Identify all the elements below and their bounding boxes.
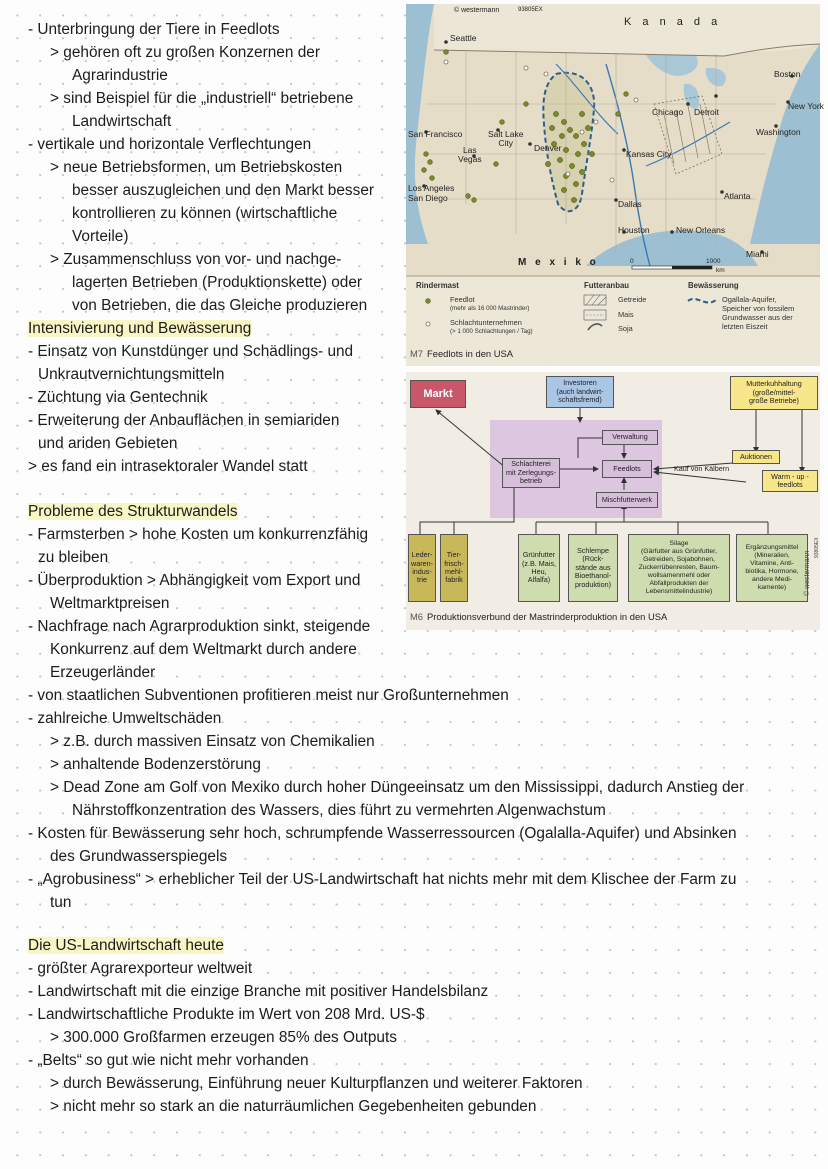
scale-end: 1000: [706, 258, 721, 265]
legend-rindermast: Rindermast: [416, 281, 459, 290]
legend-aquifer-3: Grundwasser aus der: [722, 313, 793, 322]
box-schlachterei: Schlachterei mit Zerlegungs- betrieb: [502, 458, 560, 488]
note-line: > durch Bewässerung, Einführung neuer Kulturpflanzen und weiterer Faktoren: [50, 1075, 583, 1092]
note-line: - Farmsterben > hohe Kosten um konkurrenzfähig: [28, 526, 369, 543]
scale-start: 0: [630, 258, 634, 265]
note-line: des Grundwasserspiegels: [50, 848, 228, 865]
map-code: 93805EX: [518, 7, 543, 13]
feedlot-map: [406, 4, 824, 366]
note-line: tun: [50, 894, 72, 911]
section-heading: Intensivierung und Bewässerung: [28, 320, 252, 337]
city-losangeles: Los Angeles: [408, 183, 455, 193]
diagram-caption: [410, 611, 667, 622]
map-caption: [410, 348, 513, 359]
section-heading: Probleme des Strukturwandels: [28, 503, 238, 520]
note-line: > es fand ein intrasektoraler Wandel statt: [28, 458, 308, 475]
label-mexiko: M e x i k o: [518, 257, 599, 268]
note-line: lagerten Betrieben (Produktionskette) oder: [72, 274, 363, 291]
box-auktionen: Auktionen: [732, 450, 780, 464]
legend-futterbau: Futteranbau: [584, 281, 630, 290]
legend-soja: Soja: [618, 324, 633, 333]
note-line: Konkurrenz auf dem Weltmarkt durch andere: [50, 641, 357, 658]
note-line: Nährstoffkonzentration des Wassers, dies führt zu vermehrten Algenwachstum: [72, 802, 606, 819]
legend-aquifer-2: Speicher von fossilem: [722, 304, 795, 313]
box-silage: Silage (Gärfutter aus Grünfutter, Getreiden, Sojabohnen, Zuckerrübenresten, Baum- wollsamenmehl oder Abfallprodukten der Lebensmittelindustrie): [628, 534, 730, 602]
note-line: von Betrieben, die das Gleiche produzieren: [72, 297, 368, 314]
scale-unit: km: [716, 267, 725, 274]
city-seattle: Seattle: [450, 33, 477, 43]
note-line: - „Belts“ so gut wie nicht mehr vorhanden: [28, 1052, 309, 1069]
box-gruenfutter: Grünfutter (z.B. Mais, Heu, Alfalfa): [518, 534, 560, 602]
box-verwaltung: Verwaltung: [602, 430, 658, 445]
section-heading: Die US-Landwirtschaft heute: [28, 937, 224, 954]
note-line: Erzeugerländer: [50, 664, 156, 681]
label-kanada: K a n a d a: [624, 16, 722, 28]
box-lederwaren: Leder- waren- indus- trie: [408, 534, 436, 602]
city-washington: Washington: [756, 127, 801, 137]
map-publisher: © westermann: [454, 7, 500, 14]
legend-getreide: Getreide: [618, 295, 647, 304]
city-newyork: New York: [788, 101, 824, 111]
note-line: - „Agrobusiness“ > erheblicher Teil der US-Landwirtschaft hat nichts mehr mit dem Klischee der Farm zu: [28, 871, 737, 888]
note-line: > Dead Zone am Golf von Mexiko durch hoher Düngeeinsatz um den Mississippi, dadurch Anstieg der: [50, 779, 745, 796]
note-line: - Kosten für Bewässerung sehr hoch, schrumpfende Wasserressourcen (Ogalalla-Aquifer) und Absinken: [28, 825, 737, 842]
map-caption-text: Feedlots in den USA: [427, 348, 514, 359]
note-line: - Nachfrage nach Agrarproduktion sinkt, steigende: [28, 618, 371, 635]
city-denver: Denver: [534, 143, 562, 153]
note-line: - von staatlichen Subventionen profitieren meist nur Großunternehmen: [28, 687, 509, 704]
diagram-code: 93805EX: [814, 537, 820, 558]
box-investoren: Investoren (auch landwirt- schaftsfremd): [546, 376, 614, 408]
note-line: Landwirtschaft: [72, 113, 172, 130]
note-line: - Überproduktion > Abhängigkeit vom Export und: [28, 572, 361, 589]
box-markt: Markt: [410, 380, 466, 408]
note-line: > 300.000 Großfarmen erzeugen 85% des Outputs: [50, 1029, 397, 1046]
legend-feedlot: Feedlot: [450, 295, 475, 304]
city-chicago: Chicago: [652, 107, 684, 117]
box-mischfutter: Mischfutterwerk: [596, 492, 658, 508]
note-line: > Zusammenschluss von vor- und nachge-: [50, 251, 342, 268]
note-line: Weltmarktpreisen: [50, 595, 170, 612]
note-line: zu bleiben: [38, 549, 109, 566]
note-line: > anhaltende Bodenzerstörung: [50, 756, 261, 773]
note-line: - Erweiterung der Anbauflächen in semiariden: [28, 412, 340, 429]
note-line: - Landwirtschaftliche Produkte im Wert von 208 Mrd. US-$: [28, 1006, 425, 1023]
city-saltlake: Salt Lake City: [488, 129, 524, 148]
note-line: - vertikale und horizontale Verflechtungen: [28, 136, 312, 153]
diagram-publisher: © westermann: [804, 550, 811, 596]
note-line: Agrarindustrie: [72, 67, 168, 84]
note-line: - zahlreiche Umweltschäden: [28, 710, 222, 727]
city-detroit: Detroit: [694, 107, 720, 117]
note-line: > sind Beispiel für die „industriell“ betriebene: [50, 90, 354, 107]
city-sandiego: San Diego: [408, 193, 448, 203]
legend-aquifer: Ogallala-Aquifer,: [722, 295, 777, 304]
legend-schlacht-sub: (> 1 000 Schlachtungen / Tag): [450, 328, 533, 335]
note-line: > nicht mehr so stark an die naturräumlichen Gegebenheiten gebunden: [50, 1098, 537, 1115]
note-line: Vorteile): [72, 228, 129, 245]
legend-aquifer-4: letzten Eiszeit: [722, 322, 768, 331]
box-mutterkuh: Mutterkuhhaltung (große/mittel- große Betriebe): [730, 376, 818, 410]
city-atlanta: Atlanta: [724, 191, 751, 201]
city-houston: Houston: [618, 225, 650, 235]
legend-schlacht: Schlachtunternehmen: [450, 318, 522, 327]
production-diagram: [406, 372, 820, 630]
diagram-caption-text: Produktionsverbund der Mastrinderproduktion in den USA: [427, 611, 668, 622]
note-line: und ariden Gebieten: [38, 435, 178, 452]
note-line: - Einsatz von Kunstdünger und Schädlings- und: [28, 343, 354, 360]
box-ergaenzung: Ergänzungsmittel (Mineralien, Vitamine, Anti- biotika, Hormone, andere Medi- kamente): [736, 534, 808, 602]
city-dallas: Dallas: [618, 199, 642, 209]
legend-feedlot-sub: (mehr als 16 000 Mastrinder): [450, 305, 530, 312]
city-sanfrancisco: San Francisco: [408, 129, 463, 139]
city-neworleans: New Orleans: [676, 225, 726, 235]
city-boston: Boston: [774, 69, 801, 79]
box-feedlots: Feedlots: [602, 460, 652, 478]
note-line: - Unterbringung der Tiere in Feedlots: [28, 21, 280, 38]
note-line: - größter Agrarexporteur weltweit: [28, 960, 253, 977]
box-warmup: Warm - up - feedlots: [762, 470, 818, 492]
note-line: > neue Betriebsformen, um Betriebskosten: [50, 159, 343, 176]
note-line: - Landwirtschaft mit die einzige Branche mit positiver Handelsbilanz: [28, 983, 489, 1000]
note-line: kontrollieren zu können (wirtschaftliche: [72, 205, 338, 222]
note-line: > z.B. durch massiven Einsatz von Chemikalien: [50, 733, 375, 750]
city-miami: Miami: [746, 249, 769, 259]
diagram-caption-number: M6: [410, 611, 424, 622]
city-lasvegas: Las Vegas: [458, 145, 482, 164]
box-tierfrischmehl: Tier- frisch- mehl- fabrik: [440, 534, 468, 602]
note-line: > gehören oft zu großen Konzernen der: [50, 44, 320, 61]
label-kauf: Kauf von Kälbern: [674, 464, 730, 473]
legend-bewaesserung: Bewässerung: [688, 281, 739, 290]
map-caption-number: M7: [410, 348, 424, 359]
note-line: - Züchtung via Gentechnik: [28, 389, 208, 406]
note-line: Unkrautvernichtungsmitteln: [38, 366, 225, 383]
note-line: besser auszugleichen und den Markt besser: [72, 182, 375, 199]
box-schlempe: Schlempe (Rück- stände aus Bioethanol- produktion): [568, 534, 618, 602]
legend-mais: Mais: [618, 310, 634, 319]
city-kansascity: Kansas City: [626, 149, 672, 159]
